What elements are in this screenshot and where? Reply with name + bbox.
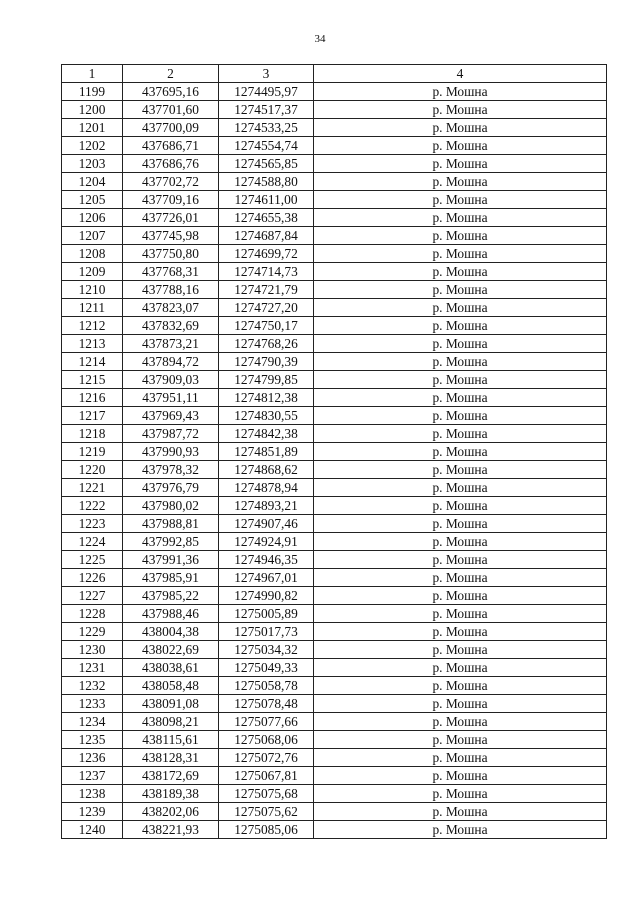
x-coordinate-cell: 437978,32 <box>123 461 219 479</box>
description-cell: р. Мошна <box>314 587 607 605</box>
y-coordinate-cell: 1275085,06 <box>219 821 314 839</box>
table-row <box>62 335 607 353</box>
description-cell: р. Мошна <box>314 371 607 389</box>
y-coordinate-cell: 1274699,72 <box>219 245 314 263</box>
y-coordinate-cell: 1275068,06 <box>219 731 314 749</box>
x-coordinate-cell: 437768,31 <box>123 263 219 281</box>
point-number-cell: 1202 <box>62 137 123 155</box>
description-cell: р. Мошна <box>314 155 607 173</box>
description-cell: р. Мошна <box>314 227 607 245</box>
point-number-cell: 1220 <box>62 461 123 479</box>
description-cell: р. Мошна <box>314 299 607 317</box>
point-number-cell: 1223 <box>62 515 123 533</box>
column-header-y: 3 <box>219 65 314 83</box>
table-row <box>62 173 607 191</box>
point-number-cell: 1213 <box>62 335 123 353</box>
table-row <box>62 209 607 227</box>
x-coordinate-cell: 437686,71 <box>123 137 219 155</box>
y-coordinate-cell: 1275049,33 <box>219 659 314 677</box>
y-coordinate-cell: 1274565,85 <box>219 155 314 173</box>
point-number-cell: 1238 <box>62 785 123 803</box>
x-coordinate-cell: 438038,61 <box>123 659 219 677</box>
x-coordinate-cell: 437980,02 <box>123 497 219 515</box>
table-row <box>62 371 607 389</box>
y-coordinate-cell: 1275078,48 <box>219 695 314 713</box>
table-row <box>62 479 607 497</box>
point-number-cell: 1217 <box>62 407 123 425</box>
x-coordinate-cell: 437988,81 <box>123 515 219 533</box>
description-cell: р. Мошна <box>314 425 607 443</box>
description-cell: р. Мошна <box>314 821 607 839</box>
point-number-cell: 1215 <box>62 371 123 389</box>
description-cell: р. Мошна <box>314 731 607 749</box>
x-coordinate-cell: 438189,38 <box>123 785 219 803</box>
y-coordinate-cell: 1275067,81 <box>219 767 314 785</box>
description-cell: р. Мошна <box>314 191 607 209</box>
description-cell: р. Мошна <box>314 713 607 731</box>
x-coordinate-cell: 437709,16 <box>123 191 219 209</box>
table-row <box>62 353 607 371</box>
point-number-cell: 1203 <box>62 155 123 173</box>
x-coordinate-cell: 437745,98 <box>123 227 219 245</box>
table-row <box>62 587 607 605</box>
point-number-cell: 1212 <box>62 317 123 335</box>
x-coordinate-cell: 438022,69 <box>123 641 219 659</box>
x-coordinate-cell: 438172,69 <box>123 767 219 785</box>
y-coordinate-cell: 1274495,97 <box>219 83 314 101</box>
x-coordinate-cell: 437832,69 <box>123 317 219 335</box>
point-number-cell: 1235 <box>62 731 123 749</box>
point-number-cell: 1237 <box>62 767 123 785</box>
table-row <box>62 245 607 263</box>
point-number-cell: 1226 <box>62 569 123 587</box>
y-coordinate-cell: 1274946,35 <box>219 551 314 569</box>
coordinates-table <box>61 64 607 839</box>
table-row <box>62 767 607 785</box>
table-row <box>62 101 607 119</box>
point-number-cell: 1231 <box>62 659 123 677</box>
table-row <box>62 425 607 443</box>
table-row <box>62 533 607 551</box>
description-cell: р. Мошна <box>314 803 607 821</box>
description-cell: р. Мошна <box>314 245 607 263</box>
table-row <box>62 497 607 515</box>
x-coordinate-cell: 437700,09 <box>123 119 219 137</box>
table-row <box>62 389 607 407</box>
point-number-cell: 1230 <box>62 641 123 659</box>
table-row <box>62 623 607 641</box>
table-row <box>62 227 607 245</box>
description-cell: р. Мошна <box>314 335 607 353</box>
description-cell: р. Мошна <box>314 569 607 587</box>
point-number-cell: 1218 <box>62 425 123 443</box>
table-row <box>62 677 607 695</box>
y-coordinate-cell: 1274842,38 <box>219 425 314 443</box>
point-number-cell: 1200 <box>62 101 123 119</box>
y-coordinate-cell: 1274830,55 <box>219 407 314 425</box>
table-header-row <box>62 65 607 83</box>
x-coordinate-cell: 437873,21 <box>123 335 219 353</box>
point-number-cell: 1219 <box>62 443 123 461</box>
x-coordinate-cell: 437987,72 <box>123 425 219 443</box>
point-number-cell: 1222 <box>62 497 123 515</box>
table-row <box>62 641 607 659</box>
table-row <box>62 515 607 533</box>
table-row <box>62 605 607 623</box>
table-row <box>62 803 607 821</box>
table-row <box>62 137 607 155</box>
x-coordinate-cell: 437976,79 <box>123 479 219 497</box>
y-coordinate-cell: 1274517,37 <box>219 101 314 119</box>
point-number-cell: 1214 <box>62 353 123 371</box>
table-row <box>62 659 607 677</box>
point-number-cell: 1199 <box>62 83 123 101</box>
x-coordinate-cell: 437701,60 <box>123 101 219 119</box>
description-cell: р. Мошна <box>314 137 607 155</box>
x-coordinate-cell: 437702,72 <box>123 173 219 191</box>
description-cell: р. Мошна <box>314 209 607 227</box>
table-row <box>62 461 607 479</box>
y-coordinate-cell: 1274878,94 <box>219 479 314 497</box>
x-coordinate-cell: 437985,22 <box>123 587 219 605</box>
x-coordinate-cell: 438128,31 <box>123 749 219 767</box>
description-cell: р. Мошна <box>314 533 607 551</box>
y-coordinate-cell: 1274851,89 <box>219 443 314 461</box>
y-coordinate-cell: 1274812,38 <box>219 389 314 407</box>
y-coordinate-cell: 1274990,82 <box>219 587 314 605</box>
description-cell: р. Мошна <box>314 407 607 425</box>
point-number-cell: 1236 <box>62 749 123 767</box>
y-coordinate-cell: 1275075,62 <box>219 803 314 821</box>
table-row <box>62 155 607 173</box>
table-row <box>62 407 607 425</box>
y-coordinate-cell: 1274727,20 <box>219 299 314 317</box>
x-coordinate-cell: 437686,76 <box>123 155 219 173</box>
y-coordinate-cell: 1274554,74 <box>219 137 314 155</box>
description-cell: р. Мошна <box>314 659 607 677</box>
x-coordinate-cell: 437985,91 <box>123 569 219 587</box>
point-number-cell: 1210 <box>62 281 123 299</box>
y-coordinate-cell: 1274714,73 <box>219 263 314 281</box>
y-coordinate-cell: 1274687,84 <box>219 227 314 245</box>
y-coordinate-cell: 1274967,01 <box>219 569 314 587</box>
table-row <box>62 695 607 713</box>
page-number: 34 <box>314 33 326 45</box>
x-coordinate-cell: 437750,80 <box>123 245 219 263</box>
point-number-cell: 1228 <box>62 605 123 623</box>
x-coordinate-cell: 437951,11 <box>123 389 219 407</box>
description-cell: р. Мошна <box>314 695 607 713</box>
x-coordinate-cell: 437990,93 <box>123 443 219 461</box>
description-cell: р. Мошна <box>314 263 607 281</box>
table-row <box>62 443 607 461</box>
x-coordinate-cell: 437695,16 <box>123 83 219 101</box>
y-coordinate-cell: 1275017,73 <box>219 623 314 641</box>
x-coordinate-cell: 437969,43 <box>123 407 219 425</box>
y-coordinate-cell: 1274868,62 <box>219 461 314 479</box>
point-number-cell: 1206 <box>62 209 123 227</box>
table-row <box>62 83 607 101</box>
description-cell: р. Мошна <box>314 749 607 767</box>
point-number-cell: 1239 <box>62 803 123 821</box>
description-cell: р. Мошна <box>314 479 607 497</box>
point-number-cell: 1232 <box>62 677 123 695</box>
point-number-cell: 1211 <box>62 299 123 317</box>
y-coordinate-cell: 1274611,00 <box>219 191 314 209</box>
point-number-cell: 1216 <box>62 389 123 407</box>
table-row <box>62 299 607 317</box>
table-row <box>62 317 607 335</box>
x-coordinate-cell: 438115,61 <box>123 731 219 749</box>
column-header-description: 4 <box>314 65 607 83</box>
table-row <box>62 191 607 209</box>
description-cell: р. Мошна <box>314 317 607 335</box>
x-coordinate-cell: 438221,93 <box>123 821 219 839</box>
x-coordinate-cell: 438202,06 <box>123 803 219 821</box>
y-coordinate-cell: 1275034,32 <box>219 641 314 659</box>
table-row <box>62 713 607 731</box>
description-cell: р. Мошна <box>314 551 607 569</box>
description-cell: р. Мошна <box>314 497 607 515</box>
description-cell: р. Мошна <box>314 389 607 407</box>
description-cell: р. Мошна <box>314 83 607 101</box>
table-row <box>62 551 607 569</box>
description-cell: р. Мошна <box>314 101 607 119</box>
point-number-cell: 1204 <box>62 173 123 191</box>
description-cell: р. Мошна <box>314 641 607 659</box>
y-coordinate-cell: 1274893,21 <box>219 497 314 515</box>
table-row <box>62 263 607 281</box>
y-coordinate-cell: 1275077,66 <box>219 713 314 731</box>
point-number-cell: 1208 <box>62 245 123 263</box>
point-number-cell: 1240 <box>62 821 123 839</box>
point-number-cell: 1229 <box>62 623 123 641</box>
description-cell: р. Мошна <box>314 677 607 695</box>
description-cell: р. Мошна <box>314 515 607 533</box>
y-coordinate-cell: 1274721,79 <box>219 281 314 299</box>
y-coordinate-cell: 1274799,85 <box>219 371 314 389</box>
point-number-cell: 1227 <box>62 587 123 605</box>
description-cell: р. Мошна <box>314 605 607 623</box>
table-row <box>62 749 607 767</box>
description-cell: р. Мошна <box>314 443 607 461</box>
x-coordinate-cell: 437823,07 <box>123 299 219 317</box>
y-coordinate-cell: 1274768,26 <box>219 335 314 353</box>
description-cell: р. Мошна <box>314 767 607 785</box>
y-coordinate-cell: 1274588,80 <box>219 173 314 191</box>
point-number-cell: 1221 <box>62 479 123 497</box>
y-coordinate-cell: 1274924,91 <box>219 533 314 551</box>
x-coordinate-cell: 438058,48 <box>123 677 219 695</box>
y-coordinate-cell: 1274907,46 <box>219 515 314 533</box>
description-cell: р. Мошна <box>314 281 607 299</box>
x-coordinate-cell: 438098,21 <box>123 713 219 731</box>
point-number-cell: 1224 <box>62 533 123 551</box>
y-coordinate-cell: 1274790,39 <box>219 353 314 371</box>
point-number-cell: 1205 <box>62 191 123 209</box>
description-cell: р. Мошна <box>314 785 607 803</box>
x-coordinate-cell: 438091,08 <box>123 695 219 713</box>
description-cell: р. Мошна <box>314 353 607 371</box>
description-cell: р. Мошна <box>314 623 607 641</box>
table-row <box>62 731 607 749</box>
column-header-x: 2 <box>123 65 219 83</box>
point-number-cell: 1234 <box>62 713 123 731</box>
x-coordinate-cell: 438004,38 <box>123 623 219 641</box>
table-body <box>62 83 607 839</box>
x-coordinate-cell: 437909,03 <box>123 371 219 389</box>
y-coordinate-cell: 1275075,68 <box>219 785 314 803</box>
table-row <box>62 785 607 803</box>
y-coordinate-cell: 1274750,17 <box>219 317 314 335</box>
table-row <box>62 281 607 299</box>
point-number-cell: 1201 <box>62 119 123 137</box>
x-coordinate-cell: 437788,16 <box>123 281 219 299</box>
x-coordinate-cell: 437991,36 <box>123 551 219 569</box>
y-coordinate-cell: 1274533,25 <box>219 119 314 137</box>
point-number-cell: 1207 <box>62 227 123 245</box>
x-coordinate-cell: 437894,72 <box>123 353 219 371</box>
description-cell: р. Мошна <box>314 173 607 191</box>
x-coordinate-cell: 437988,46 <box>123 605 219 623</box>
y-coordinate-cell: 1275058,78 <box>219 677 314 695</box>
point-number-cell: 1233 <box>62 695 123 713</box>
y-coordinate-cell: 1275072,76 <box>219 749 314 767</box>
table-row <box>62 821 607 839</box>
table-row <box>62 569 607 587</box>
x-coordinate-cell: 437992,85 <box>123 533 219 551</box>
description-cell: р. Мошна <box>314 461 607 479</box>
column-header-point-number: 1 <box>62 65 123 83</box>
point-number-cell: 1225 <box>62 551 123 569</box>
y-coordinate-cell: 1275005,89 <box>219 605 314 623</box>
point-number-cell: 1209 <box>62 263 123 281</box>
x-coordinate-cell: 437726,01 <box>123 209 219 227</box>
table-row <box>62 119 607 137</box>
y-coordinate-cell: 1274655,38 <box>219 209 314 227</box>
description-cell: р. Мошна <box>314 119 607 137</box>
